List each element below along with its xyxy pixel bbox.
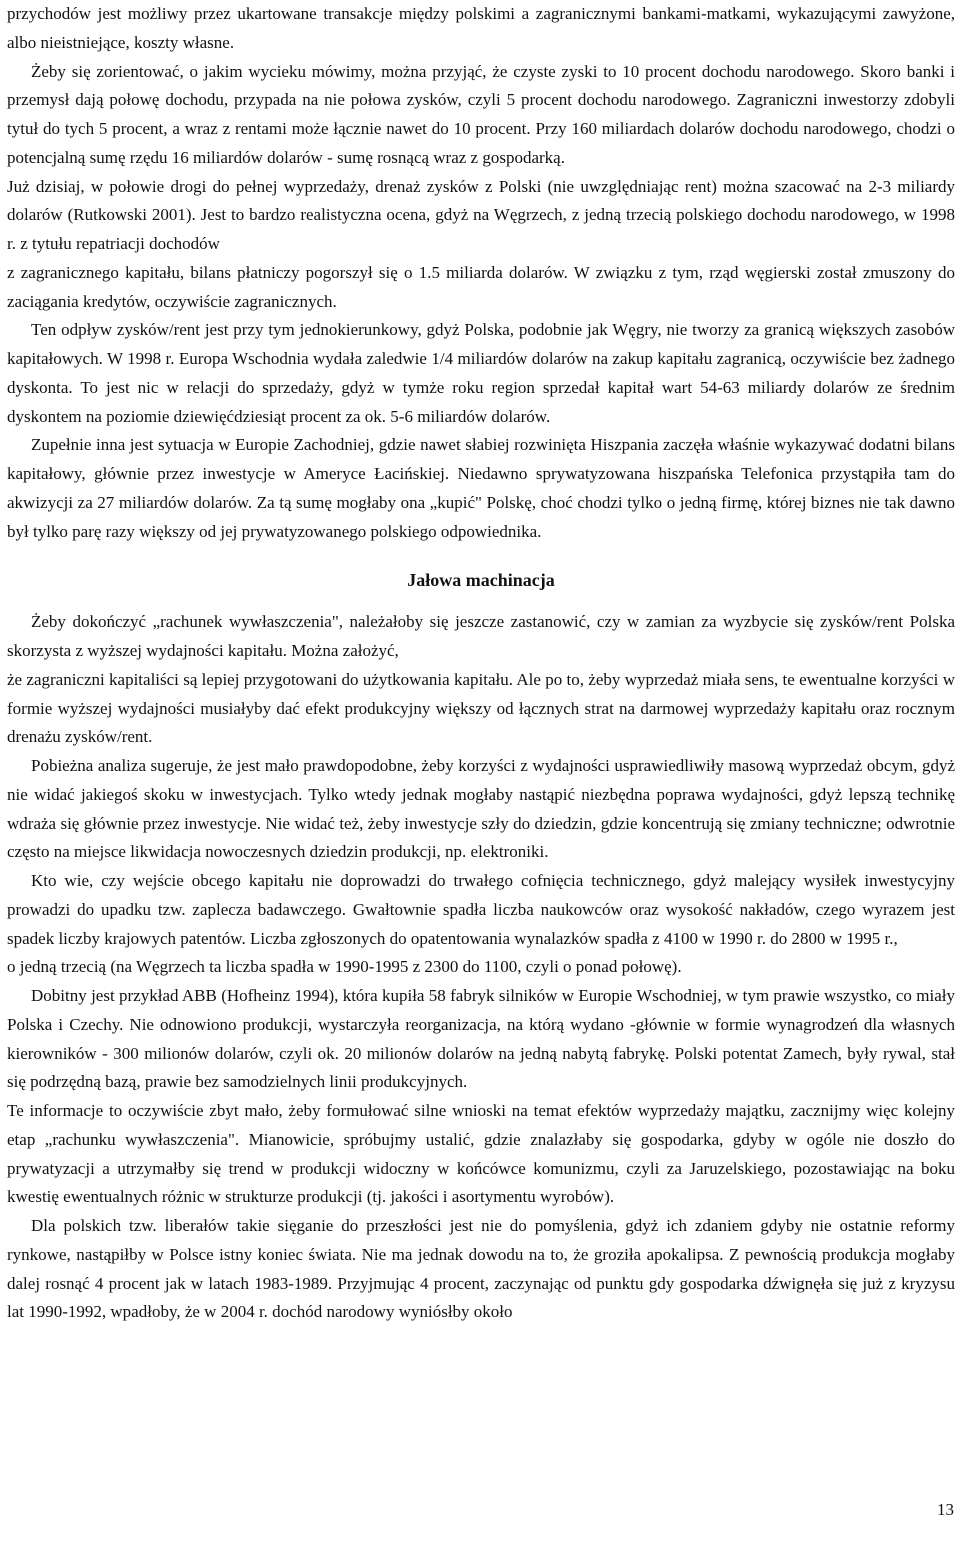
paragraph: Te informacje to oczywiście zbyt mało, żeby formułować silne wnioski na temat efektów wyprzedaży majątku, zacznijmy więc kolejny etap „rachunku wywłaszczenia". Mianowicie, spróbujmy ustalić, gdzie znalazłaby się gospodarka, gdyby w ogóle nie doszło do prywatyzacji a utrzymałby się trend w produkcji widoczny w końcówce komunizmu, czyli za Jaruzelskiego, pozostawiając na boku kwestię ewentualnych różnic w strukturze produkcji (tj. jakości i asortymentu wyrobów). [7,1101,955,1207]
page-number: 13 [937,1500,954,1519]
paragraph: przychodów jest możliwy przez ukartowane transakcje między polskimi a zagranicznymi bankami-matkami, wykazującymi zawyżone, albo nieistniejące, koszty własne. [7,4,955,52]
section-heading: Jałowa machinacja [407,570,555,591]
paragraph: Kto wie, czy wejście obcego kapitału nie doprowadzi do trwałego cofnięcia technicznego, gdyż malejący wysiłek inwestycyjny prowadzi do upadku tzw. zaplecza badawczego. Gwałtownie spadła liczba naukowców oraz wysokość nakładów, czego wyrazem jest spadek liczby krajowych patentów. Liczba zgłoszonych do opatentowania wynalazków spadła z 4100 w 1990 r. do 2800 w 1995 r., [7,871,955,948]
paragraph: Zupełnie inna jest sytuacja w Europie Zachodniej, gdzie nawet słabiej rozwinięta Hiszpania zaczęła właśnie wykazywać dodatni bilans kapitałowy, głównie przez inwestycje w Ameryce Łacińskiej. Niedawno sprywatyzowana hiszpańska Telefonica przystąpiła tam do akwizycji za 27 miliardów dolarów. Za tą sumę mogłaby ona „kupić" Polskę, choć chodzi tylko o jedną firmę, której biznes nie tak dawno był tylko parę razy większy od jej prywatyzowanego polskiego odpowiednika. [7,435,955,541]
heading-spacer [7,594,955,608]
document-body-before-heading [7,0,955,546]
document-body-after-heading [7,608,955,1327]
paragraph: że zagraniczni kapitaliści są lepiej przygotowani do użytkowania kapitału. Ale po to, żeby wyprzedaż miała sens, te ewentualne korzyści w formie wyższej wydajności musiałyby dać efekt produkcyjny większy od łącznych strat na darmowej wyprzedaży kapitału oraz rocznym drenażu zysków/rent. [7,669,955,747]
paragraph: o jedną trzecią (na Węgrzech ta liczba spadła w 1990-1995 z 2300 do 1100, czyli o ponad połowę). [7,957,682,977]
paragraph: Dobitny jest przykład ABB (Hofheinz 1994), która kupiła 58 fabryk silników w Europie Wschodniej, w tym prawie wszystko, co miały Polska i Czechy. Nie odnowiono produkcji, wystarczyła reorganizacja, na którą wydano -głównie w formie wynagrodzeń dla własnych kierowników - 300 milionów dolarów, czyli ok. 20 milionów dolarów na jedną nabytą fabrykę. Polski potentat Zamech, były rywal, stał się podrzędną bazą, prawie bez samodzielnych linii produkcyjnych. [7,986,955,1092]
document-page [7,0,955,1327]
paragraph: z zagranicznego kapitału, bilans płatniczy pogorszył się o 1.5 miliarda dolarów. W związku z tym, rząd węgierski został zmuszony do zaciągania kredytów, oczywiście zagranicznych. [7,262,955,311]
paragraph: Pobieżna analiza sugeruje, że jest mało prawdopodobne, żeby korzyści z wydajności usprawiedliwiły masową wyprzedaż obcym, gdyż nie widać jakiegoś skoku w inwestycjach. Tylko wtedy jednak mogłaby nastąpić niezbędna poprawa wydajności, gdyż lepszą technikę wdraża się głównie przez inwestycje. Nie widać też, żeby inwestycje szły do dziedzin, gdzie koncentrują się zmiany techniczne; odwrotnie często na miejsce likwidacja nowoczesnych dziedzin produkcji, np. elektroniki. [7,756,955,862]
section-spacer [7,546,955,566]
paragraph: Żeby dokończyć „rachunek wywłaszczenia", należałoby się jeszcze zastanowić, czy w zamian za wyzbycie się zysków/rent Polska skorzysta z wyższej wydajności kapitału. Można założyć, [7,612,955,660]
paragraph: Już dzisiaj, w połowie drogi do pełnej wyprzedaży, drenaż zysków z Polski (nie uwzględniając rent) można szacować na 2-3 miliardy dolarów (Rutkowski 2001). Jest to bardzo realistyczna ocena, gdyż na Węgrzech, z jedną trzecią polskiego dochodu narodowego, w 1998 r. z tytułu repatriacji dochodów [7,176,955,253]
paragraph: Ten odpływ zysków/rent jest przy tym jednokierunkowy, gdyż Polska, podobnie jak Węgry, nie tworzy za granicą większych zasobów kapitałowych. W 1998 r. Europa Wschodnia wydała zaledwie 1/4 miliardów dolarów na zakup kapitału zagranicą, oczywiście bez żadnego dyskonta. To jest nic w relacji do sprzedaży, gdyż w tymże roku region sprzedał kapitał wart 54-63 miliardy dolarów ze średnim dyskontem na poziomie dziewięćdziesiąt procent za ok. 5-6 miliardów dolarów. [7,320,955,426]
paragraph: Żeby się zorientować, o jakim wycieku mówimy, można przyjąć, że czyste zyski to 10 procent dochodu narodowego. Skoro banki i przemysł dają połowę dochodu, przypada na nie połowa zysków, czyli 5 procent dochodu narodowego. Zagraniczni inwestorzy zdobyli tytuł do tych 5 procent, a wraz z rentami może łącznie nawet do 10 procent. Przy 160 miliardach dolarów dochodu narodowego, chodzi o potencjalną sumę rzędu 16 miliardów dolarów - sumę rosnącą wraz z gospodarką. [7,61,955,167]
paragraph: Dla polskich tzw. liberałów takie sięganie do przeszłości jest nie do pomyślenia, gdyż ich zdaniem gdyby nie ostatnie reformy rynkowe, nastąpiłby w Polsce istny koniec świata. Nie ma jednak dowodu na to, że groziła apokalipsa. Z pewnością produkcja mogłaby dalej rosnąć 4 procent jak w latach 1983-1989. Przyjmując 4 procent, zaczynając od punktu gdy gospodarka dźwignęła się już z kryzysu lat 1990-1992, wpadłoby, że w 2004 r. dochód narodowy wyniósłby około [7,1216,955,1322]
